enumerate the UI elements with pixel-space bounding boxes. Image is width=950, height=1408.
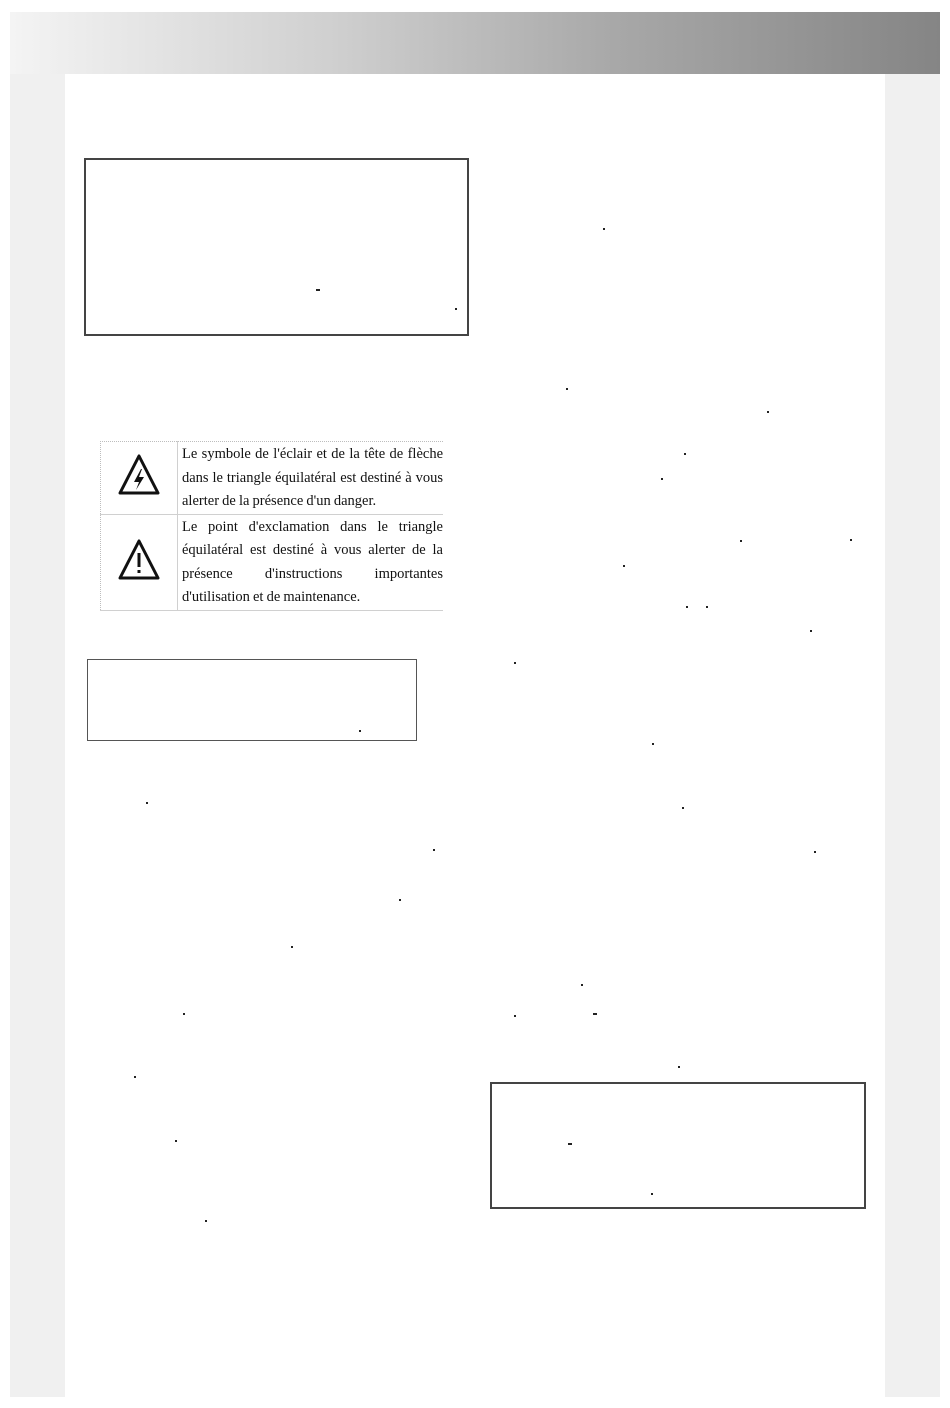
lightning-bolt-warning-icon xyxy=(117,453,161,497)
print-mark xyxy=(850,539,852,541)
print-mark xyxy=(455,308,457,310)
print-mark xyxy=(514,662,516,664)
print-mark xyxy=(359,730,361,732)
symbol-description: Le point d'exclamation dans le triangle équilatéral est destiné à vous alerter de la présence d'instructions importantes d'utilisation et de maintenance. xyxy=(178,514,444,610)
print-mark xyxy=(740,540,742,542)
print-mark xyxy=(568,1143,572,1145)
print-mark xyxy=(593,1013,597,1015)
warning-box-top-left xyxy=(84,158,469,336)
print-mark xyxy=(686,606,688,608)
print-mark xyxy=(291,946,293,948)
print-mark xyxy=(581,984,583,986)
print-mark xyxy=(682,807,684,809)
print-mark xyxy=(651,1193,653,1195)
header-bar xyxy=(10,12,940,74)
caution-box-bottom-right xyxy=(490,1082,866,1209)
print-mark xyxy=(566,388,568,390)
symbol-row-lightning xyxy=(101,442,444,515)
symbol-row-exclamation xyxy=(101,514,444,610)
print-mark xyxy=(706,606,708,608)
exclamation-warning-icon xyxy=(117,538,161,582)
print-mark xyxy=(810,630,812,632)
print-mark xyxy=(183,1013,185,1015)
print-mark xyxy=(433,849,435,851)
symbol-icon-cell xyxy=(101,514,178,610)
print-mark xyxy=(661,478,663,480)
print-mark xyxy=(684,453,686,455)
print-mark xyxy=(175,1140,177,1142)
print-mark xyxy=(623,565,625,567)
caution-box-middle-left xyxy=(87,659,417,741)
print-mark xyxy=(814,851,816,853)
symbol-description: Le symbole de l'éclair et de la tête de flèche dans le triangle équilatéral est destiné à vous alerter de la présence d'un danger. xyxy=(178,442,444,515)
print-mark xyxy=(514,1015,516,1017)
print-mark xyxy=(603,228,605,230)
symbol-icon-cell xyxy=(101,442,178,515)
print-mark xyxy=(652,743,654,745)
print-mark xyxy=(767,411,769,413)
print-mark xyxy=(316,289,320,291)
print-mark xyxy=(678,1066,680,1068)
safety-symbols-table xyxy=(100,441,443,611)
print-mark xyxy=(399,899,401,901)
print-mark xyxy=(146,802,148,804)
print-mark xyxy=(134,1076,136,1078)
print-mark xyxy=(205,1220,207,1222)
